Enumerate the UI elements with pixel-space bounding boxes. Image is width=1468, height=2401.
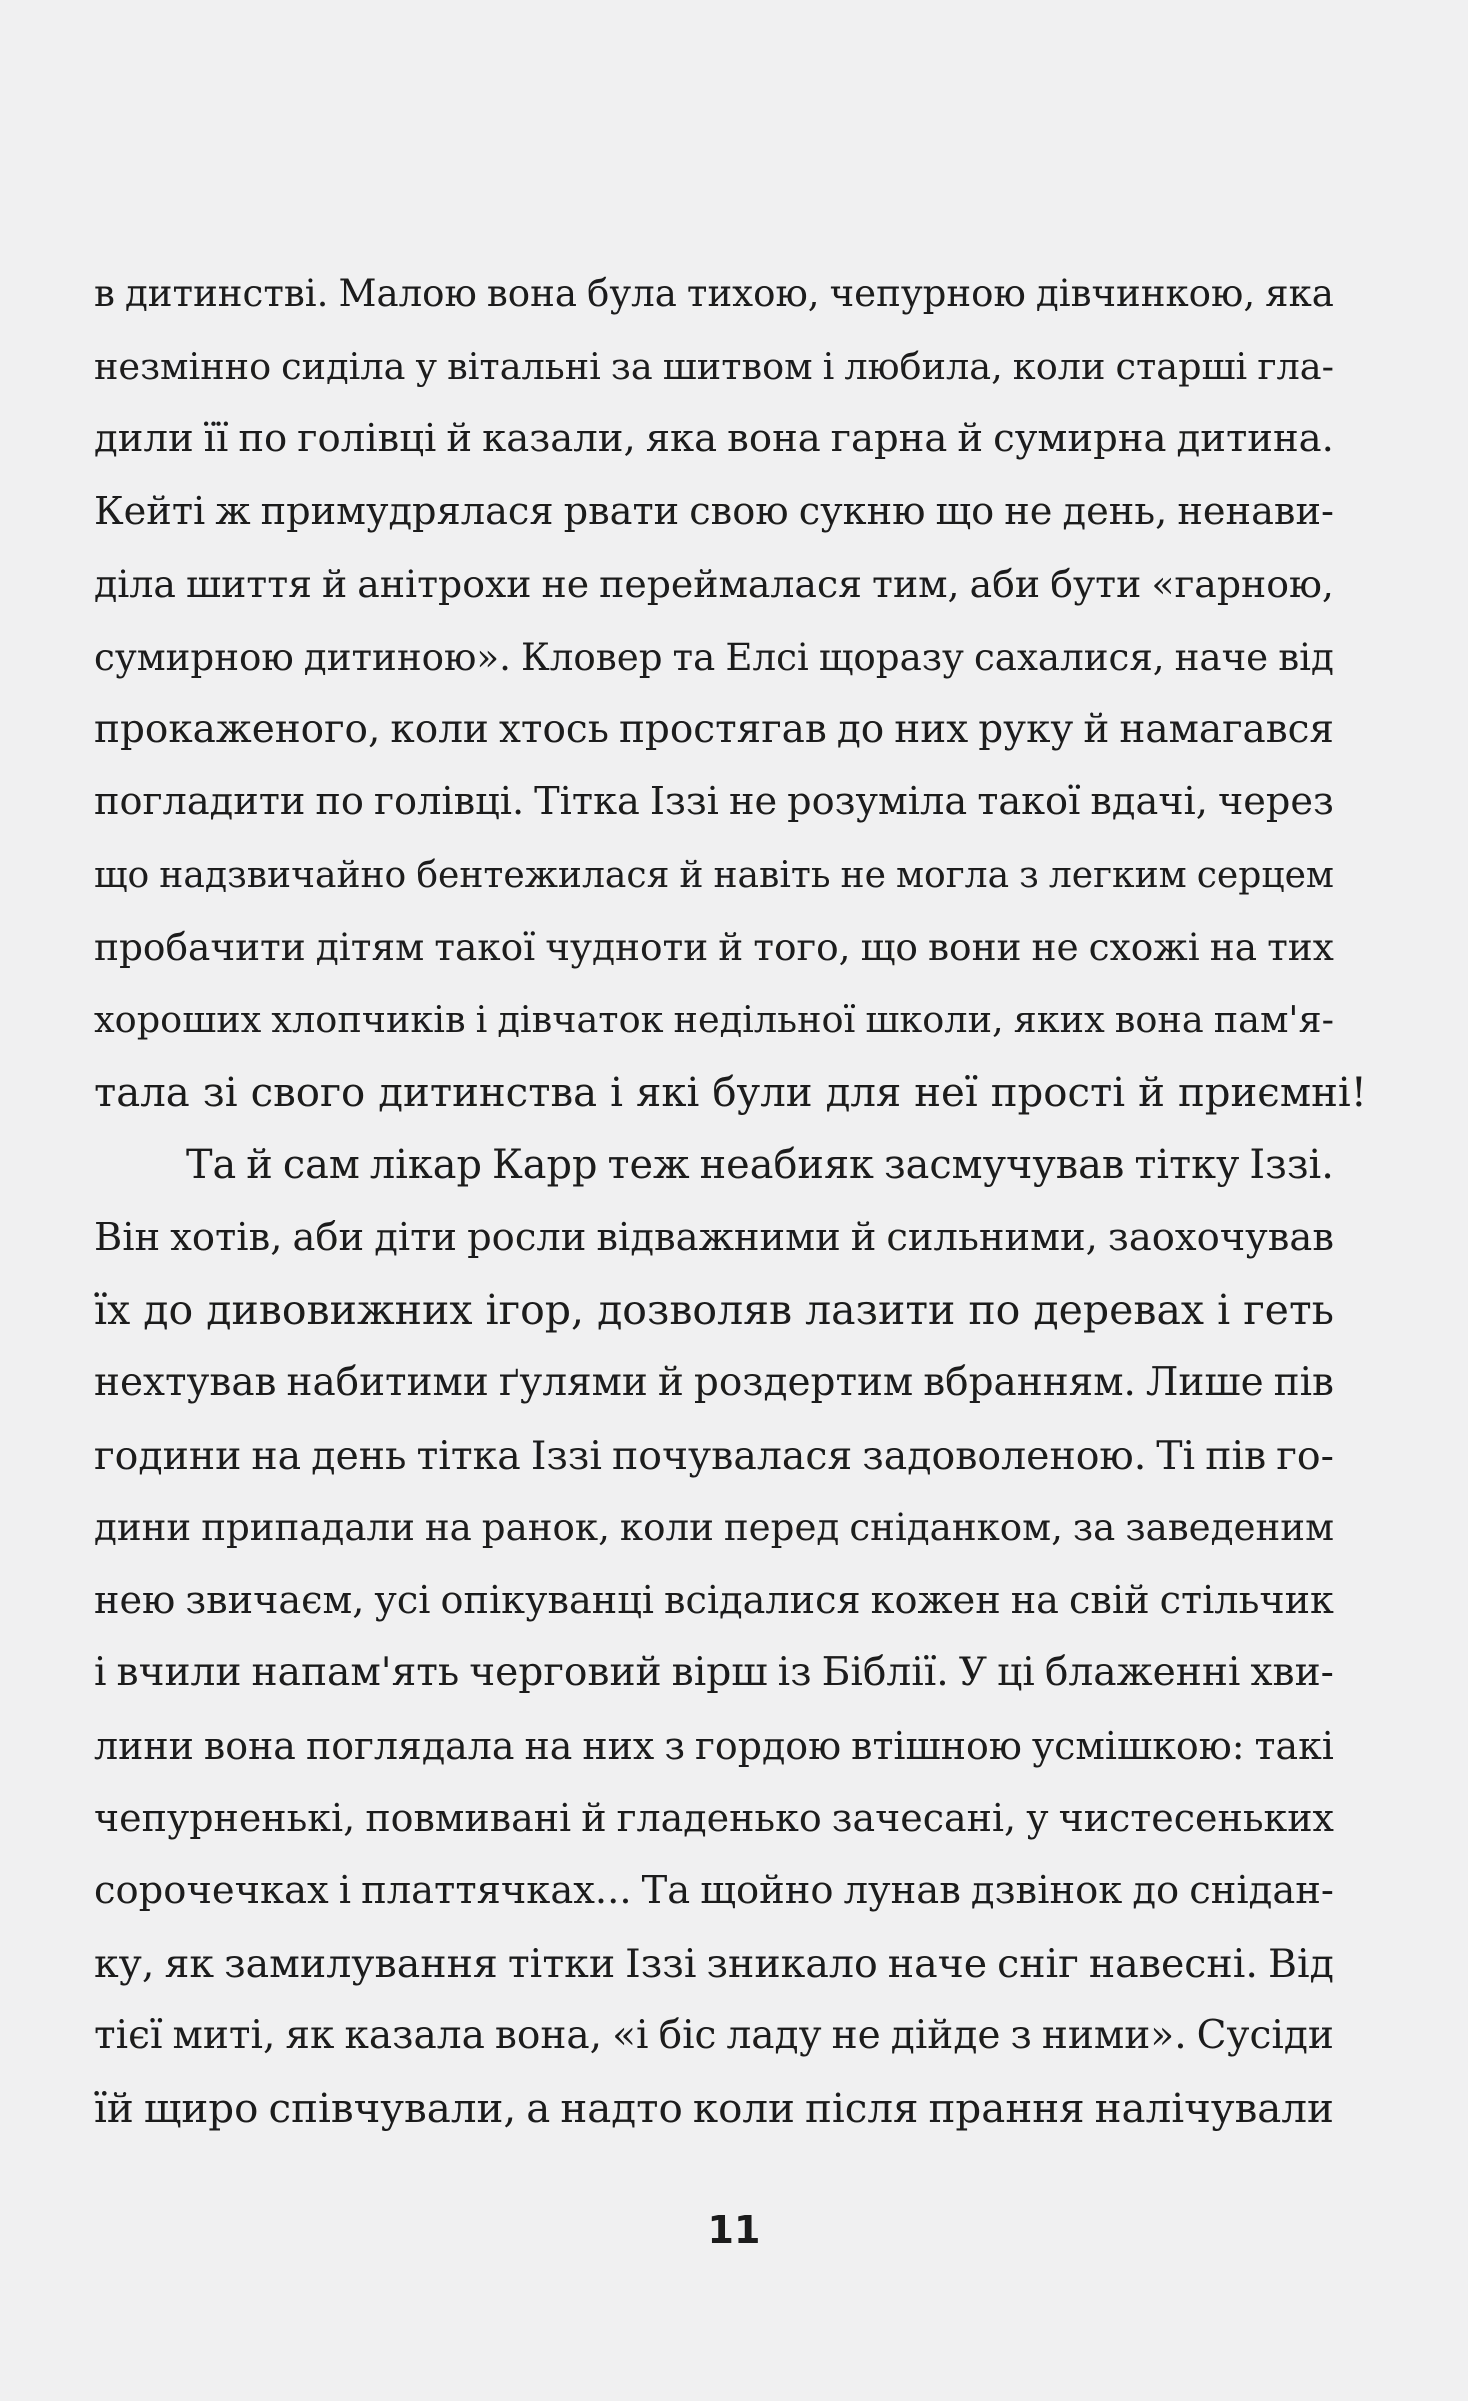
word: ці: [997, 1650, 1035, 1696]
word: Карр: [491, 1142, 598, 1189]
word: яка: [1265, 272, 1334, 315]
word: не: [728, 779, 778, 825]
text-line: [94, 839, 1334, 912]
word: пів: [1205, 1432, 1267, 1479]
word: що: [935, 488, 995, 534]
word: У: [958, 1650, 988, 1696]
word: го-: [1276, 1432, 1334, 1479]
word: не: [831, 2013, 881, 2059]
word: бути: [1050, 562, 1142, 607]
word: тітка: [416, 1432, 521, 1479]
word: дітям: [315, 925, 425, 970]
word: ж: [215, 488, 251, 534]
word: діла: [94, 562, 176, 607]
word: дзвінок: [970, 1868, 1123, 1914]
word: чудноти: [545, 925, 709, 970]
word: шиття: [185, 562, 312, 607]
word: дівчинкою,: [1035, 272, 1256, 315]
text-line: [94, 258, 1334, 331]
word: приємні!: [1177, 1069, 1367, 1116]
word: Іззі: [625, 1940, 697, 1987]
word: тихою,: [686, 272, 820, 315]
word: сніг: [997, 1940, 1079, 1987]
word: вірш: [671, 1650, 768, 1696]
word: ранок,: [481, 1506, 610, 1550]
word: переймалася: [599, 562, 862, 607]
word: Елсі: [725, 634, 809, 679]
word: усмішкою:: [1031, 1723, 1245, 1768]
word: на: [424, 1506, 472, 1550]
word: блаженні: [1044, 1650, 1241, 1696]
word: замилування: [224, 1940, 498, 1987]
word: вона: [1114, 997, 1204, 1041]
word: дивовижних: [206, 1286, 473, 1335]
word: шитвом: [662, 344, 813, 388]
word: лазити: [805, 1286, 956, 1335]
word: зі: [202, 1069, 238, 1116]
word: «і: [612, 2013, 649, 2059]
word: миті,: [172, 2013, 276, 2059]
word: бентежилася: [416, 853, 670, 896]
body-text: [94, 258, 1367, 2145]
word: коли: [1012, 344, 1106, 388]
word: наче: [887, 1940, 988, 1987]
word: до: [1132, 1868, 1180, 1914]
word: чистесеньких: [1058, 1796, 1334, 1841]
word: того,: [753, 925, 851, 970]
word: лікар: [369, 1142, 482, 1189]
word: й: [246, 1142, 273, 1189]
word: лунав: [843, 1868, 961, 1914]
word: вони: [927, 925, 1022, 970]
word: намагався: [1119, 706, 1334, 752]
word: через: [1218, 779, 1334, 825]
word: дозволяв: [597, 1286, 793, 1335]
word: напам'ять: [251, 1650, 460, 1696]
word: почувалася: [611, 1432, 853, 1479]
word: у: [415, 344, 438, 388]
word: і: [338, 1868, 352, 1914]
word: зачесані,: [831, 1796, 1017, 1841]
text-line: [94, 1928, 1334, 2001]
word: роздертим: [693, 1359, 914, 1405]
word: кожен: [870, 1578, 1001, 1623]
word: дитина.: [1176, 416, 1334, 462]
word: гла-: [1257, 344, 1334, 388]
word: була: [587, 272, 677, 315]
word: припадали: [201, 1506, 415, 1550]
text-line: [94, 1057, 1367, 1130]
word: із: [777, 1650, 812, 1696]
word: дитинстві.: [124, 272, 329, 315]
word: прості: [990, 1069, 1126, 1116]
word: вдачі,: [1090, 779, 1208, 825]
word: розуміла: [787, 779, 968, 825]
word: Іззі: [649, 779, 719, 825]
word: свого: [250, 1069, 366, 1116]
word: Сусіди: [1196, 2013, 1334, 2059]
word: і: [475, 997, 488, 1041]
word: дитиною».: [303, 634, 511, 679]
word: не: [1004, 488, 1053, 534]
word: звичаєм,: [185, 1578, 365, 1623]
word: прання: [928, 2084, 1085, 2132]
word: як: [285, 2013, 335, 2059]
word: зникало: [706, 1940, 878, 1987]
word: аби: [969, 562, 1041, 607]
word: коли: [390, 706, 489, 752]
word: дівчаток: [497, 997, 664, 1041]
word: за: [610, 344, 653, 388]
text-line: [94, 911, 1334, 984]
word: й: [718, 925, 744, 970]
word: як: [164, 1940, 215, 1987]
word: дійде: [890, 2013, 1001, 2059]
word: вона: [486, 272, 577, 315]
word: ними».: [1041, 2013, 1187, 2059]
word: «гарною,: [1151, 562, 1334, 607]
word: надто: [560, 2084, 683, 2132]
word: та: [672, 634, 716, 679]
word: сніданком,: [849, 1506, 1063, 1550]
text-line: [94, 1855, 1334, 1928]
word: Лише: [1145, 1359, 1264, 1405]
word: ґулями: [498, 1359, 648, 1405]
text-line: [94, 331, 1334, 404]
word: й: [581, 1796, 607, 1841]
word: простягав: [618, 706, 827, 752]
word: й: [679, 853, 704, 896]
text-line: [94, 2073, 1334, 2146]
text-line: [94, 1492, 1334, 1565]
word: що: [860, 925, 918, 970]
word: Малою: [338, 272, 477, 315]
word: для: [825, 1069, 902, 1116]
word: відважними: [596, 1214, 841, 1260]
word: платтячках...: [361, 1868, 632, 1914]
word: набитими: [286, 1359, 489, 1405]
word: вона: [727, 416, 821, 462]
word: вона: [203, 1723, 296, 1768]
word: хлопчиків: [271, 997, 466, 1041]
word: сам: [282, 1142, 360, 1189]
word: налічували: [1094, 2084, 1334, 2132]
word: на: [1010, 1578, 1059, 1623]
word: коли: [692, 2084, 795, 2132]
word: легким: [1048, 853, 1187, 896]
word: коли: [619, 1506, 714, 1550]
word: Кейті: [94, 488, 206, 534]
word: дили: [94, 416, 194, 462]
word: сиділа: [281, 344, 406, 388]
word: до: [836, 706, 885, 752]
word: Іззі: [530, 1432, 602, 1479]
word: втішною: [851, 1723, 1022, 1768]
paragraph-first-line: [94, 1129, 1334, 1202]
word: й: [322, 562, 348, 607]
word: вчили: [116, 1650, 242, 1696]
word: любила,: [844, 344, 1003, 388]
text-line: [94, 984, 1334, 1057]
word: росли: [467, 1214, 587, 1260]
word: них: [582, 1723, 655, 1768]
word: хтось: [498, 706, 609, 752]
word: старші: [1115, 344, 1248, 388]
word: прокаженого,: [94, 706, 381, 752]
word: сукню: [798, 488, 926, 534]
word: гордою: [695, 1723, 842, 1768]
word: пробачити: [94, 925, 306, 970]
word: голівці: [297, 416, 437, 462]
word: що: [94, 853, 150, 896]
word: за: [1072, 1506, 1116, 1550]
text-line: [94, 1420, 1334, 1493]
text-line: [94, 621, 1334, 694]
word: сахалися,: [973, 634, 1165, 679]
word: тим,: [872, 562, 960, 607]
text-line: [94, 1637, 1334, 1710]
word: Він: [94, 1214, 161, 1260]
word: серцем: [1196, 853, 1334, 896]
word: не: [541, 562, 590, 607]
word: з: [1010, 2013, 1032, 2059]
word: не: [840, 853, 886, 896]
word: до: [143, 1286, 194, 1335]
word: перед: [723, 1506, 840, 1550]
word: вітальні: [447, 344, 601, 388]
word: тітку: [1134, 1142, 1240, 1189]
word: вона,: [494, 2013, 603, 2059]
word: геть: [1243, 1286, 1334, 1335]
word: стільчик: [1159, 1578, 1334, 1623]
word: всідалися: [664, 1578, 861, 1623]
text-line: [94, 694, 1334, 767]
word: усі: [374, 1578, 431, 1623]
word: і: [94, 1650, 107, 1696]
word: на: [251, 1432, 302, 1479]
word: Від: [1267, 1940, 1334, 1987]
word: діти: [374, 1214, 458, 1260]
word: й: [446, 416, 473, 462]
word: яка: [645, 416, 718, 462]
word: біс: [658, 2013, 717, 2059]
word: хотів,: [170, 1214, 283, 1260]
word: сумирна: [993, 416, 1167, 462]
word: черговий: [469, 1650, 662, 1696]
word: Біблії.: [821, 1650, 949, 1696]
word: гладенько: [616, 1796, 822, 1841]
word: казали,: [482, 416, 636, 462]
text-line: [94, 403, 1334, 476]
word: і: [1217, 1286, 1231, 1335]
word: на: [1209, 925, 1258, 970]
word: тієї: [94, 2013, 163, 2059]
word: деревах: [1033, 1286, 1205, 1335]
word: примудрялася: [260, 488, 554, 534]
word: казала: [344, 2013, 485, 2059]
text-line: [94, 1274, 1334, 1347]
word: нехтував: [94, 1359, 277, 1405]
word: ладу: [726, 2013, 822, 2059]
word: щоразу: [818, 634, 964, 679]
word: дини: [94, 1506, 192, 1550]
word: з: [1019, 853, 1039, 896]
text-line: [94, 1202, 1334, 1275]
word: і: [610, 1069, 623, 1116]
word: ігор,: [485, 1286, 585, 1335]
word: Та: [641, 1868, 691, 1914]
word: задоволеною.: [862, 1432, 1147, 1479]
word: схожі: [1088, 925, 1200, 970]
word: Іззі.: [1249, 1142, 1334, 1189]
word: теж: [607, 1142, 690, 1189]
text-line: [94, 2000, 1334, 2073]
word: такі: [1254, 1723, 1334, 1768]
word: надзвичайно: [159, 853, 407, 896]
word: хороших: [94, 997, 262, 1041]
word: сильними,: [886, 1214, 1098, 1260]
word: поглядала: [305, 1723, 515, 1768]
word: їх: [94, 1286, 131, 1335]
text-line: [94, 548, 1334, 621]
word: них: [894, 706, 969, 752]
word: чепурненькі,: [94, 1796, 356, 1841]
word: тих: [1267, 925, 1334, 970]
word: Кловер: [520, 634, 663, 679]
word: щиро: [143, 2084, 259, 2132]
text-line: [94, 766, 1334, 839]
word: були: [712, 1069, 813, 1116]
word: й: [850, 1214, 877, 1260]
word: руку: [978, 706, 1074, 752]
word: рвати: [563, 488, 680, 534]
word: в: [94, 272, 115, 315]
word: свою: [689, 488, 789, 534]
word: день: [311, 1432, 407, 1479]
word: лини: [94, 1723, 194, 1768]
word: опікуванці: [440, 1578, 654, 1623]
word: ку,: [94, 1940, 155, 1987]
word: тала: [94, 1069, 190, 1116]
word: гарна: [830, 416, 948, 462]
word: вбранням.: [923, 1359, 1136, 1405]
word: а: [526, 2084, 551, 2132]
word: голівці.: [374, 779, 525, 825]
word: нею: [94, 1578, 176, 1623]
word: незмінно: [94, 344, 272, 388]
word: чепурною: [829, 272, 1026, 315]
word: повмивані: [365, 1796, 572, 1841]
word: по: [968, 1286, 1021, 1335]
word: навесні.: [1088, 1940, 1258, 1987]
word: такої: [434, 925, 536, 970]
word: неї: [914, 1069, 978, 1116]
word: сумирною: [94, 634, 294, 679]
word: заохочував: [1107, 1214, 1334, 1260]
text-line: [94, 1347, 1334, 1420]
word: погладити: [94, 779, 306, 825]
word: з: [664, 1723, 685, 1768]
word: неабияк: [699, 1142, 874, 1189]
word: наче: [1174, 634, 1269, 679]
word: пам'я-: [1213, 997, 1334, 1041]
word: Ті: [1156, 1432, 1196, 1479]
word: недільної: [673, 997, 856, 1041]
word: такої: [977, 779, 1081, 825]
word: й: [657, 1359, 684, 1405]
word: у: [1026, 1796, 1049, 1841]
word: і: [822, 344, 835, 388]
word: яких: [1013, 997, 1105, 1041]
word: анітрохи: [357, 562, 532, 607]
word: могла: [895, 853, 1010, 896]
text-line: [94, 476, 1334, 549]
word: хви-: [1250, 1650, 1334, 1696]
word: свій: [1068, 1578, 1150, 1623]
word: по: [315, 779, 364, 825]
word: після: [804, 2084, 919, 2132]
text-line: [94, 1565, 1334, 1638]
word: години: [94, 1432, 242, 1479]
word: не: [1031, 925, 1079, 970]
word: ненави-: [1177, 488, 1334, 534]
word: від: [1278, 634, 1334, 679]
word: пів: [1273, 1359, 1334, 1405]
word: які: [635, 1069, 700, 1116]
word: Тітка: [534, 779, 640, 825]
word: й: [1083, 706, 1110, 752]
word: сорочечках: [94, 1868, 329, 1914]
word: школи,: [865, 997, 1004, 1041]
text-line: [94, 1782, 1334, 1855]
word: день,: [1062, 488, 1168, 534]
word: її: [203, 416, 229, 462]
word: на: [524, 1723, 573, 1768]
word: по: [238, 416, 288, 462]
word: Та: [186, 1142, 237, 1189]
word: й: [957, 416, 984, 462]
word: снідан-: [1189, 1868, 1334, 1914]
word: засмучував: [883, 1142, 1125, 1189]
text-line: [94, 1710, 1334, 1783]
word: дитинства: [378, 1069, 598, 1116]
page-number: 11: [707, 2208, 761, 2252]
word: щойно: [700, 1868, 834, 1914]
word: аби: [292, 1214, 365, 1260]
word: їй: [94, 2084, 134, 2132]
word: тітки: [507, 1940, 616, 1987]
word: навіть: [713, 853, 831, 896]
word: співчували,: [268, 2084, 517, 2132]
word: заведеним: [1125, 1506, 1334, 1550]
word: й: [1138, 1069, 1165, 1116]
